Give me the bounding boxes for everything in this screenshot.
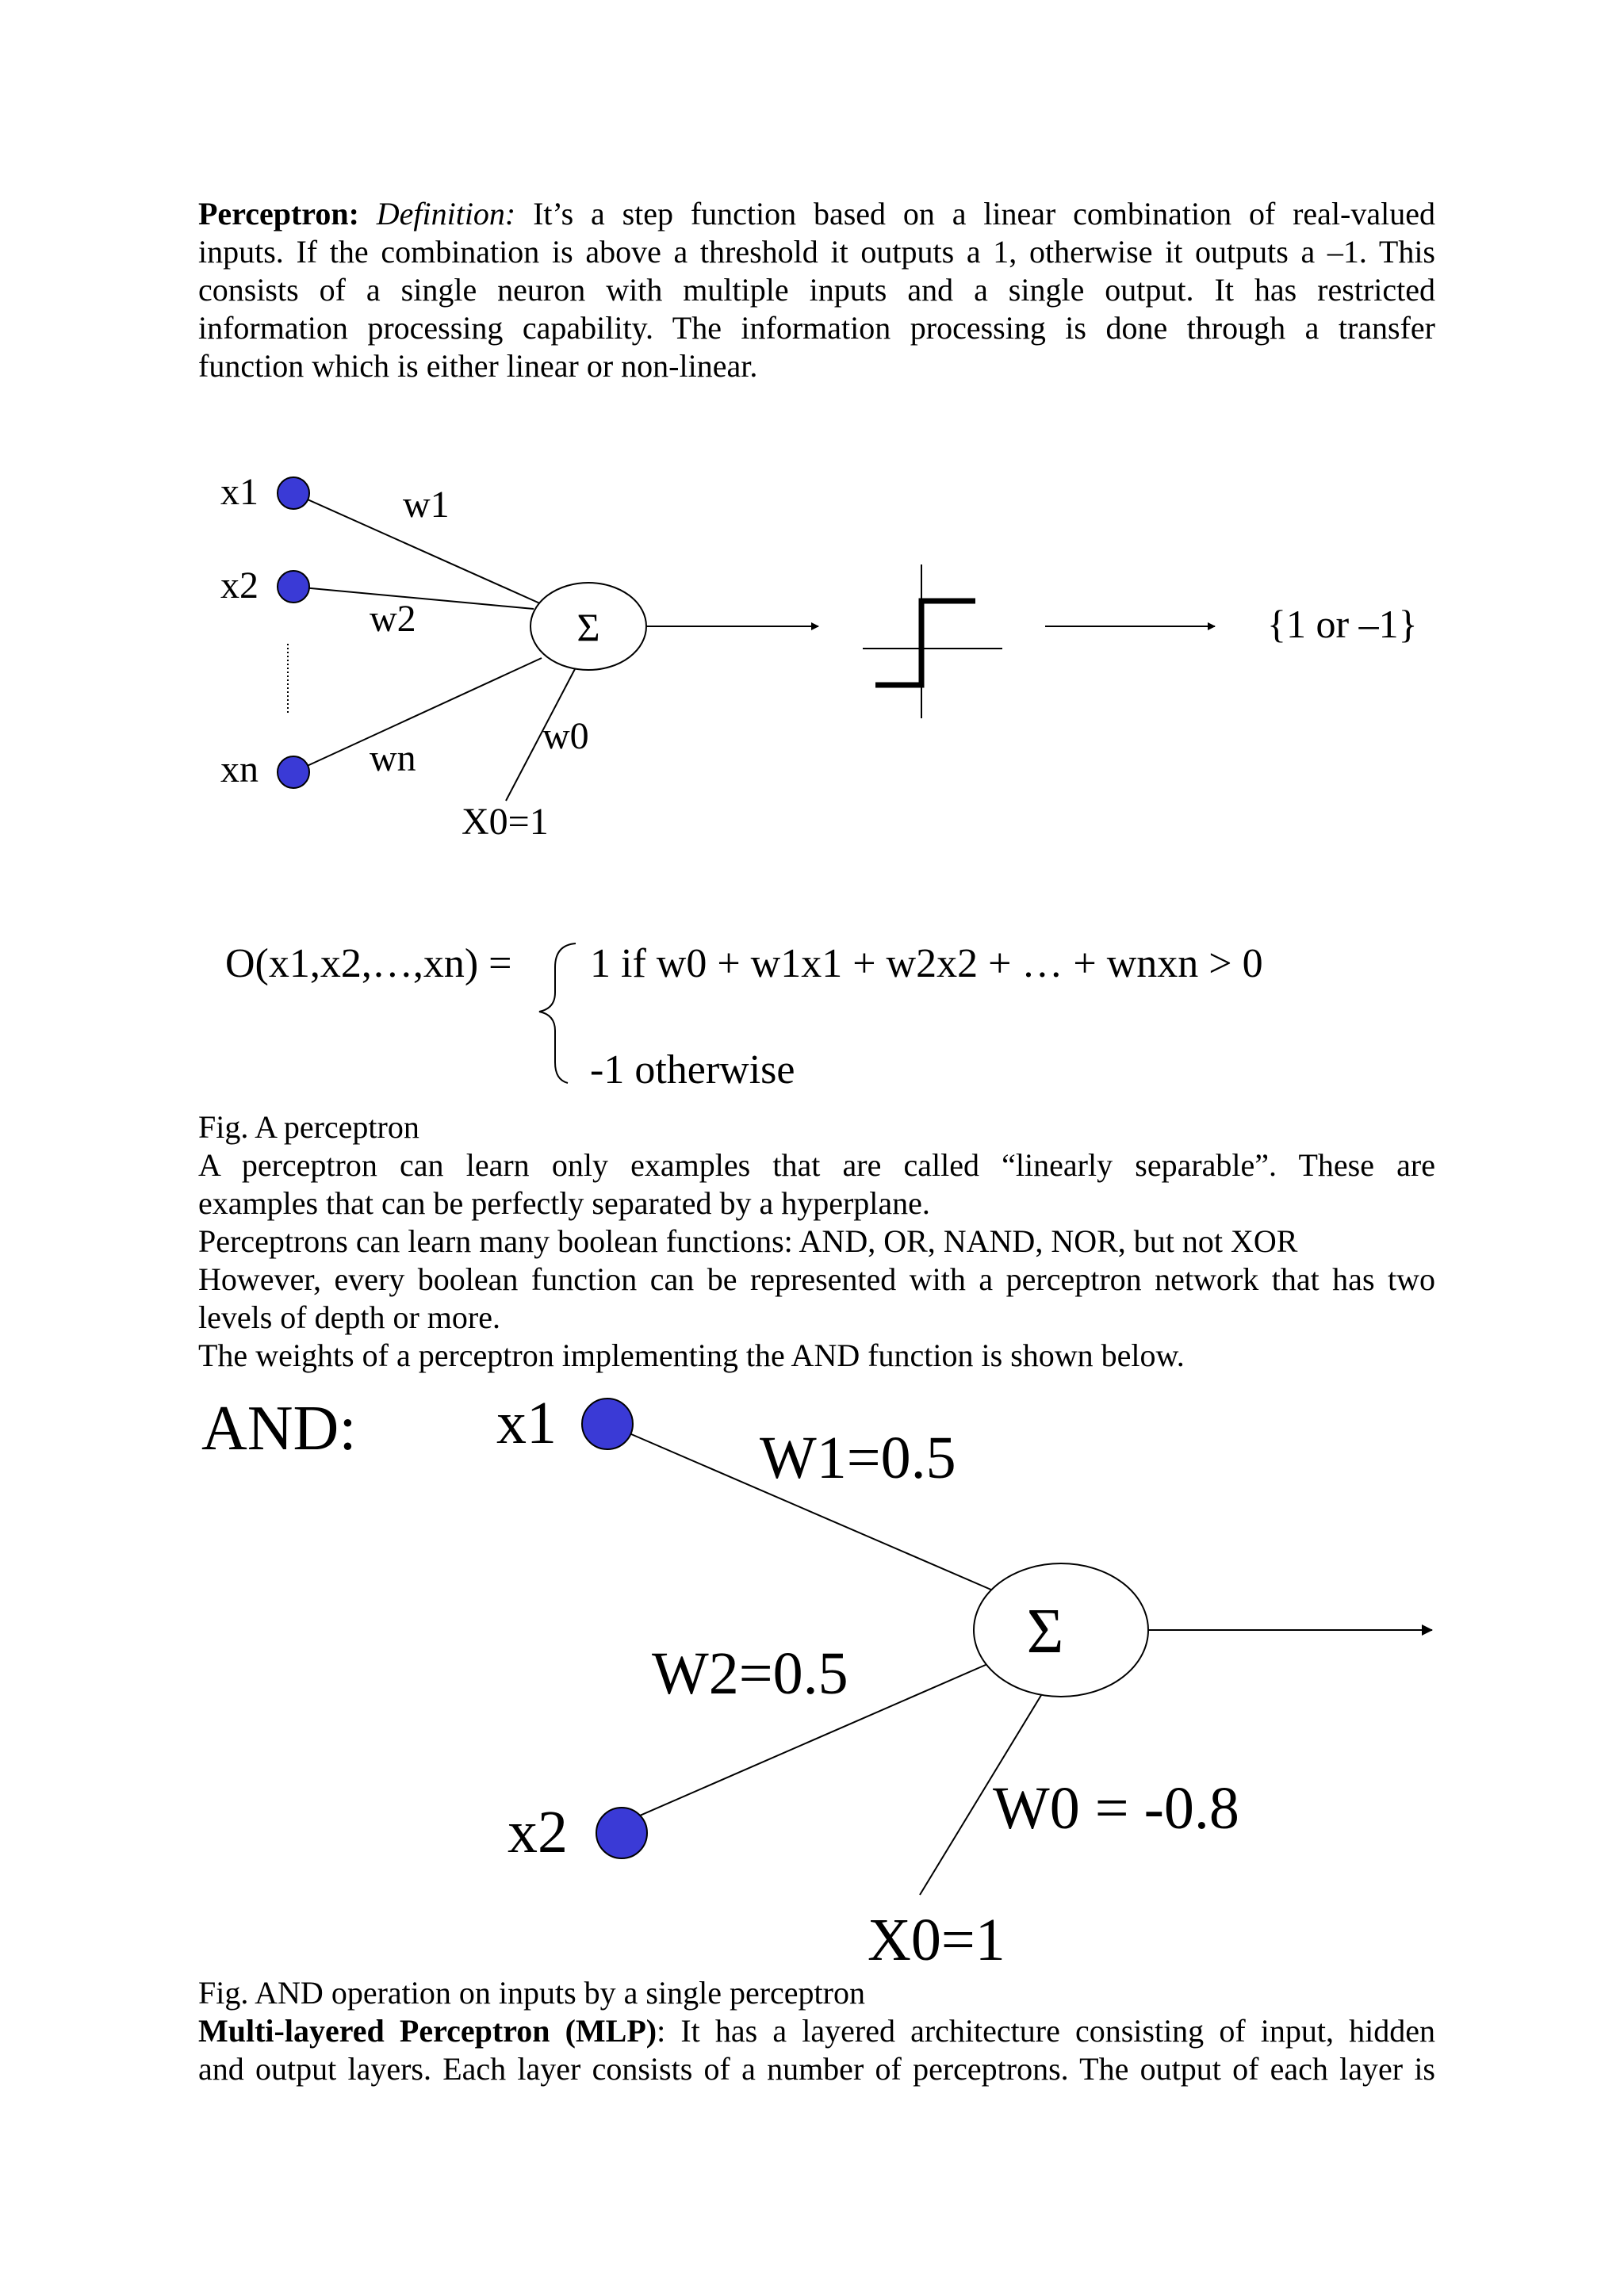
and-input-label-x1: x1 <box>496 1390 557 1456</box>
and-sum-symbol: Σ <box>1026 1597 1064 1667</box>
step-function-icon <box>863 564 1002 718</box>
figure-caption-1: Fig. A perceptron <box>198 1109 419 1145</box>
and-title: AND: <box>201 1394 357 1464</box>
mlp-line-2: and output layers. Each layer consists of a number of perceptrons. The output of each layer is <box>198 2051 1435 2087</box>
mlp-line-1: Multi-layered Perceptron (MLP): It has a layered architecture consisting of input, hidden <box>198 2013 1435 2049</box>
input-label-xn: xn <box>220 748 259 790</box>
body-text <box>198 1108 1435 1375</box>
weight-label-w0: w0 <box>542 715 589 757</box>
input-node-x1 <box>278 477 309 509</box>
intro-line-3: consists of a single neuron with multiple inputs and a single output. It has restricted <box>198 272 1435 308</box>
formula-lhs: O(x1,x2,…,xn) = <box>225 941 512 986</box>
intro-line-1: Perceptron: Definition: It’s a step function based on a linear combination of real-valued <box>198 196 1435 232</box>
input-label-x2: x2 <box>220 564 259 607</box>
perceptron-term: Perceptron: <box>198 196 359 232</box>
and-perceptron-diagram <box>0 1380 1624 1982</box>
weight-label-wn: wn <box>370 737 416 779</box>
input-node-x2 <box>278 571 309 603</box>
figure-caption-2: Fig. AND operation on inputs by a single perceptron <box>198 1975 865 2011</box>
body-p4: The weights of a perceptron implementing the AND function is shown below. <box>198 1337 1185 1373</box>
body-p1-line-2: examples that can be perfectly separated by a hyperplane. <box>198 1185 930 1221</box>
and-input-node-x1 <box>582 1399 633 1449</box>
body-p3-line-1: However, every boolean function can be represented with a perceptron network that has two <box>198 1261 1435 1297</box>
intro-line-5: function which is either linear or non-linear. <box>198 348 758 384</box>
and-bias-input: X0=1 <box>868 1907 1005 1973</box>
weight-label-w1: w1 <box>403 484 450 526</box>
body-p1-line-1: A perceptron can learn only examples that are called “linearly separable”. These are <box>198 1147 1435 1183</box>
intro-line-4: information processing capability. The information processing is done through a transfer <box>198 310 1435 346</box>
mlp-term: Multi-layered Perceptron (MLP) <box>198 2013 657 2049</box>
intro-line-2: inputs. If the combination is above a threshold it outputs a 1, otherwise it outputs a –1. This <box>198 234 1435 270</box>
and-weight-w1: W1=0.5 <box>760 1425 956 1491</box>
formula-case-2: -1 otherwise <box>590 1047 795 1093</box>
sum-symbol: Σ <box>576 605 600 649</box>
output-formula <box>0 920 1624 1110</box>
footer-text <box>198 1974 1435 2088</box>
definition-label: Definition: <box>376 196 516 232</box>
edge-xn <box>293 658 542 772</box>
body-p3-line-2: levels of depth or more. <box>198 1299 500 1335</box>
input-label-x1: x1 <box>220 471 259 513</box>
and-weight-w0: W0 = -0.8 <box>993 1775 1239 1842</box>
formula-case-1: 1 if w0 + w1x1 + w2x2 + … + wnxn > 0 <box>590 941 1263 986</box>
and-weight-w2: W2=0.5 <box>652 1640 848 1707</box>
bias-input-label: X0=1 <box>462 801 549 843</box>
weight-label-w2: w2 <box>370 598 416 640</box>
input-node-xn <box>278 756 309 788</box>
formula-brace <box>539 943 576 1083</box>
body-p2: Perceptrons can learn many boolean functions: AND, OR, NAND, NOR, but not XOR <box>198 1223 1298 1259</box>
and-input-node-x2 <box>596 1808 647 1858</box>
and-input-label-x2: x2 <box>508 1799 568 1866</box>
output-set-label: {1 or –1} <box>1267 602 1418 646</box>
